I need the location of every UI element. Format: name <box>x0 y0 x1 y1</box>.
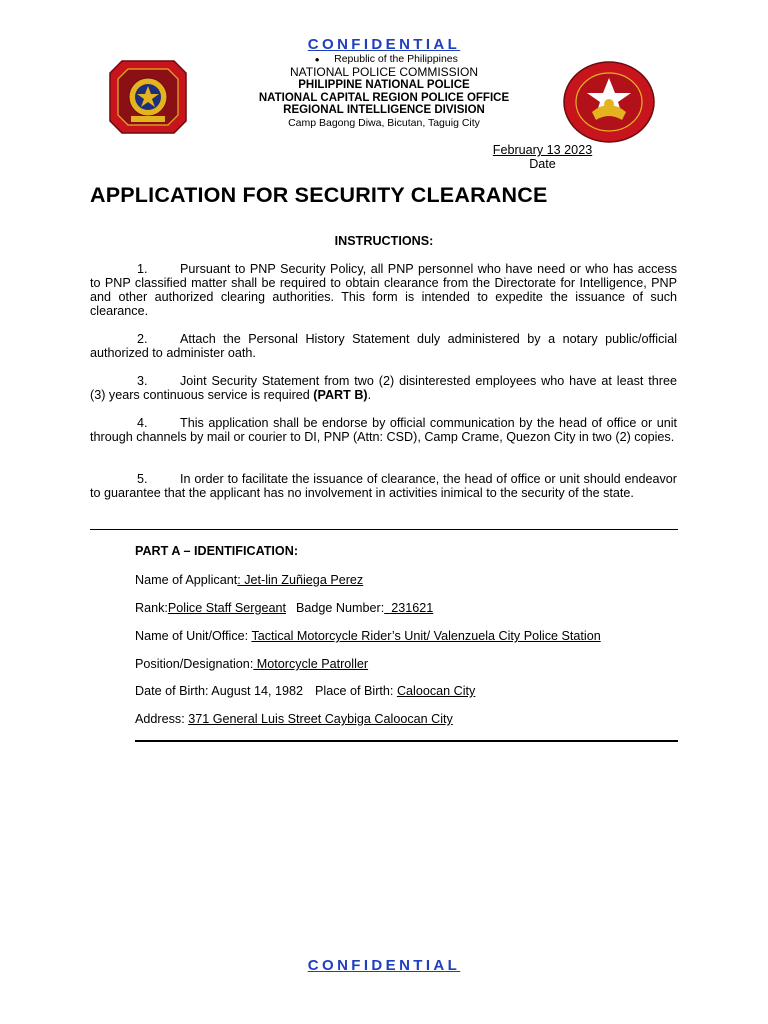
address-value: 371 General Luis Street Caybiga Caloocan City <box>188 712 453 726</box>
instruction-item-5: 5. In order to facilitate the issuance of clearance, the head of office or unit should endeavor to guarantee that the applicant has no involvement in activities inimical to the security of the state. <box>90 472 677 500</box>
address-field: Address: 371 General Luis Street Caybiga Caloocan City <box>135 712 453 726</box>
pnp-line: PHILIPPINE NATIONAL POLICE <box>298 79 470 91</box>
applicant-name-field: Name of Applicant: Jet-lin Zuñiega Perez <box>135 573 364 587</box>
unit-office-field: Name of Unit/Office: Tactical Motorcycle Rider’s Unit/ Valenzuela City Police Station <box>135 629 601 643</box>
rank-badge-field: Rank:Police Staff Sergeant Badge Number: 231621 <box>135 601 434 615</box>
confidential-footer: CONFIDENTIAL <box>307 957 461 974</box>
rid-line: REGIONAL INTELLIGENCE DIVISION <box>283 104 485 116</box>
confidential-header: CONFIDENTIAL <box>307 36 461 53</box>
instruction-item-2: 2. Attach the Personal History Statement duly administered by a notary public/official authorized to administer oath. <box>90 332 677 360</box>
ncrpo-line: NATIONAL CAPITAL REGION POLICE OFFICE <box>258 92 510 104</box>
instruction-item-4: 4. This application shall be endorse by official communication by the head of office or unit through channels by mail or courier to DI, PNP (Attn: CSD), Camp Crame, Quezon City in two (2) copies. <box>90 416 677 444</box>
place-of-birth-value: Caloocan City <box>396 684 476 698</box>
date-value: February 13 2023 <box>492 143 593 157</box>
pnp-seal-logo <box>108 59 188 135</box>
position-field: Position/Designation: Motorcycle Patroller <box>135 657 369 671</box>
applicant-name-value: : Jet-lin Zuñiega Perez <box>237 573 364 587</box>
republic-line: ● Republic of the Philippines <box>314 53 458 65</box>
badge-number-value: 231621 <box>384 601 434 615</box>
instructions-heading: INSTRUCTIONS: <box>334 234 434 248</box>
date-label: Date <box>529 157 556 171</box>
document-title: APPLICATION FOR SECURITY CLEARANCE <box>90 183 548 207</box>
date-block <box>470 143 615 171</box>
position-value: Motorcycle Patroller <box>253 657 369 671</box>
part-a-heading: PART A – IDENTIFICATION: <box>135 544 299 558</box>
napolcom-line: NATIONAL POLICE COMMISSION <box>289 65 479 79</box>
unit-office-value: Tactical Motorcycle Rider’s Unit/ Valenzuela City Police Station <box>251 629 601 643</box>
birth-field: Date of Birth: August 14, 1982 Place of Birth: Caloocan City <box>135 684 476 698</box>
instruction-item-1: 1. Pursuant to PNP Security Policy, all PNP personnel who have need or who has access to PNP classified matter shall be required to obtain clearance from the Directorate for Intelligence, PNP and other authorized clearing authorities. This form is intended to expedite the issuance of such clearance. <box>90 262 677 318</box>
date-of-birth: Date of Birth: August 14, 1982 <box>135 684 304 698</box>
camp-address-line: Camp Bagong Diwa, Bicutan, Taguig City <box>288 117 480 129</box>
instruction-item-3: 3. Joint Security Statement from two (2) disinterested employees who have at least three (3) years continuous service is required (PART B). <box>90 374 677 402</box>
part-a-divider <box>135 740 678 742</box>
ncrpo-seal-logo <box>562 60 656 144</box>
section-divider <box>90 529 678 530</box>
rank-value: Police Staff Sergeant <box>167 601 286 615</box>
